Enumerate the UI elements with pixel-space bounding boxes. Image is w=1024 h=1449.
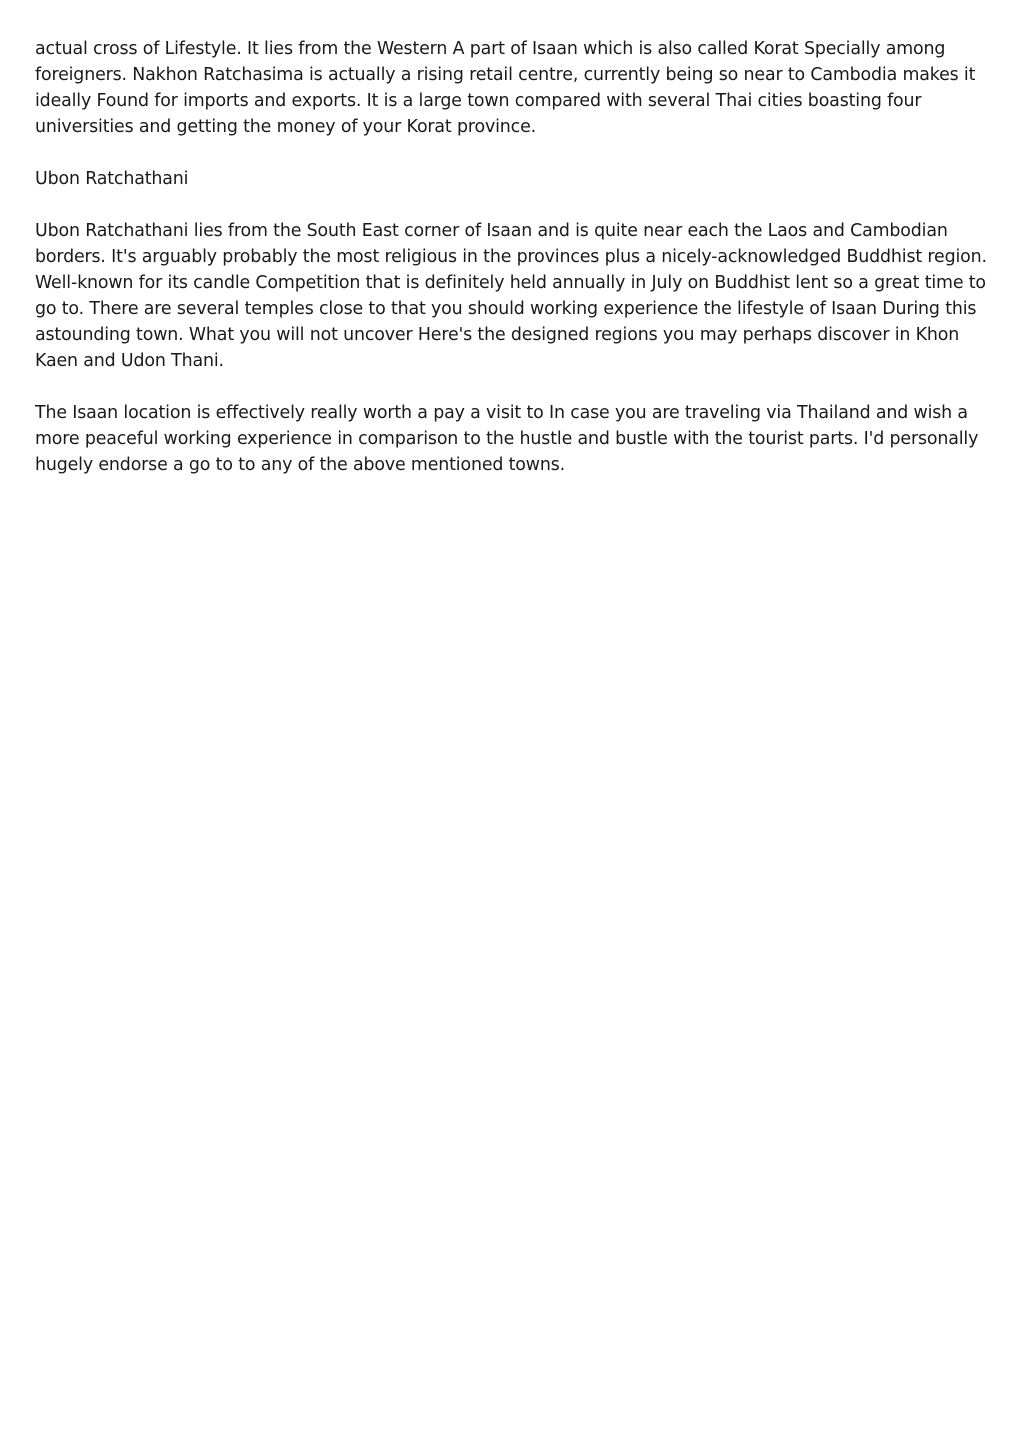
paragraph-conclusion: The Isaan location is effectively really worth a pay a visit to In case you are traveling via Thailand and wish a more peaceful working experience in comparison to the hustle and bustle with the tourist parts. I'd personally hugely endorse a go to to any of the above mentioned towns. (35, 403, 979, 475)
paragraph-korat: actual cross of Lifestyle. It lies from the Western A part of Isaan which is also called Korat Specially among foreigners. Nakhon Ratchasima is actually a rising retail centre, currently being so near to Cambodia makes it ideally Found for imports and exports. It is a large town compared with several Thai cities boasting four universities and getting the money of your Korat province. (35, 39, 976, 137)
paragraph-ubon-ratchathani: Ubon Ratchathani lies from the South East corner of Isaan and is quite near each the Laos and Cambodian borders. It's arguably probably the most religious in the provinces plus a nicely-acknowledged Buddhist region. Well-known for its candle Competition that is definitely held annually in July on Buddhist lent so a great time to go to. There are several temples close to that you should working experience the lifestyle of Isaan During this astounding town. What you will not uncover Here's the designed regions you may perhaps discover in Khon Kaen and Udon Thani. (35, 221, 987, 371)
document-page (35, 36, 990, 478)
section-heading-ubon-ratchathani: Ubon Ratchathani (35, 169, 189, 189)
